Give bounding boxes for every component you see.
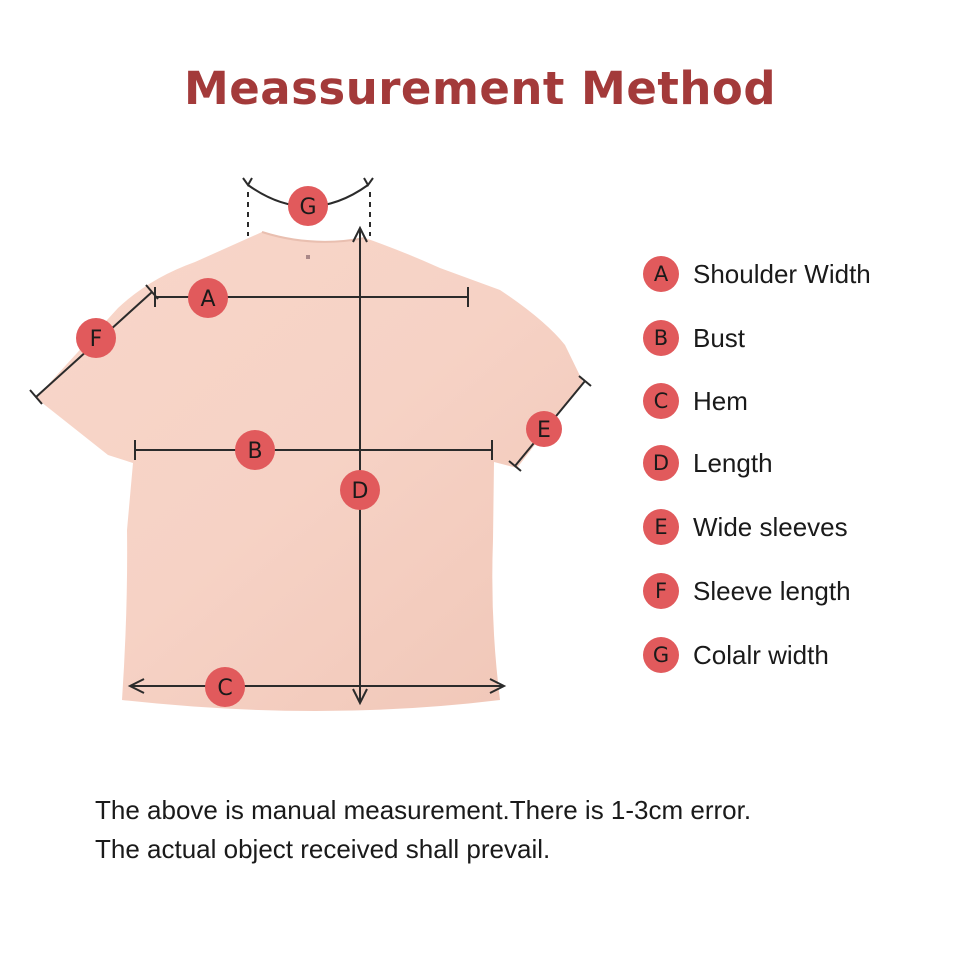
marker-d xyxy=(340,470,380,510)
marker-b xyxy=(235,430,275,470)
legend-label: Colalr width xyxy=(693,639,829,670)
legend-badge: D xyxy=(643,445,679,481)
svg-text:C: C xyxy=(217,676,233,701)
legend-item-length xyxy=(643,443,773,483)
note-line-2: The actual object received shall prevail. xyxy=(95,834,551,864)
svg-text:A: A xyxy=(200,287,216,312)
marker-e xyxy=(526,411,562,447)
neck-label xyxy=(306,255,310,259)
marker-a xyxy=(188,278,228,318)
legend-badge: B xyxy=(643,320,679,356)
legend-badge: E xyxy=(643,509,679,545)
legend-item-sleeve-length xyxy=(643,571,851,611)
legend-item-wide-sleeves xyxy=(643,507,848,547)
legend-badge: C xyxy=(643,383,679,419)
legend-label: Hem xyxy=(693,385,748,416)
legend-badge: F xyxy=(643,573,679,609)
svg-text:D: D xyxy=(351,479,369,504)
legend-item-hem xyxy=(643,381,748,421)
legend-label: Length xyxy=(693,447,773,478)
marker-c xyxy=(205,667,245,707)
note-line-1: The above is manual measurement.There is 1-3cm error. xyxy=(95,795,752,825)
svg-text:G: G xyxy=(299,195,317,220)
legend-label: Shoulder Width xyxy=(693,258,871,289)
svg-text:F: F xyxy=(89,327,103,352)
tshirt-shape xyxy=(36,232,583,711)
svg-text:E: E xyxy=(537,418,551,443)
legend-item-shoulder-width xyxy=(643,254,871,294)
legend-label: Wide sleeves xyxy=(693,511,848,542)
marker-f xyxy=(76,318,116,358)
legend-label: Sleeve length xyxy=(693,575,851,606)
legend-badge: A xyxy=(643,256,679,292)
legend-item-collar-width xyxy=(643,635,829,675)
legend-item-bust xyxy=(643,318,745,358)
legend-label: Bust xyxy=(693,322,746,353)
svg-text:B: B xyxy=(247,439,263,464)
marker-g xyxy=(288,186,328,226)
page-title: Meassurement Method xyxy=(183,62,777,115)
legend-badge: G xyxy=(643,637,679,673)
